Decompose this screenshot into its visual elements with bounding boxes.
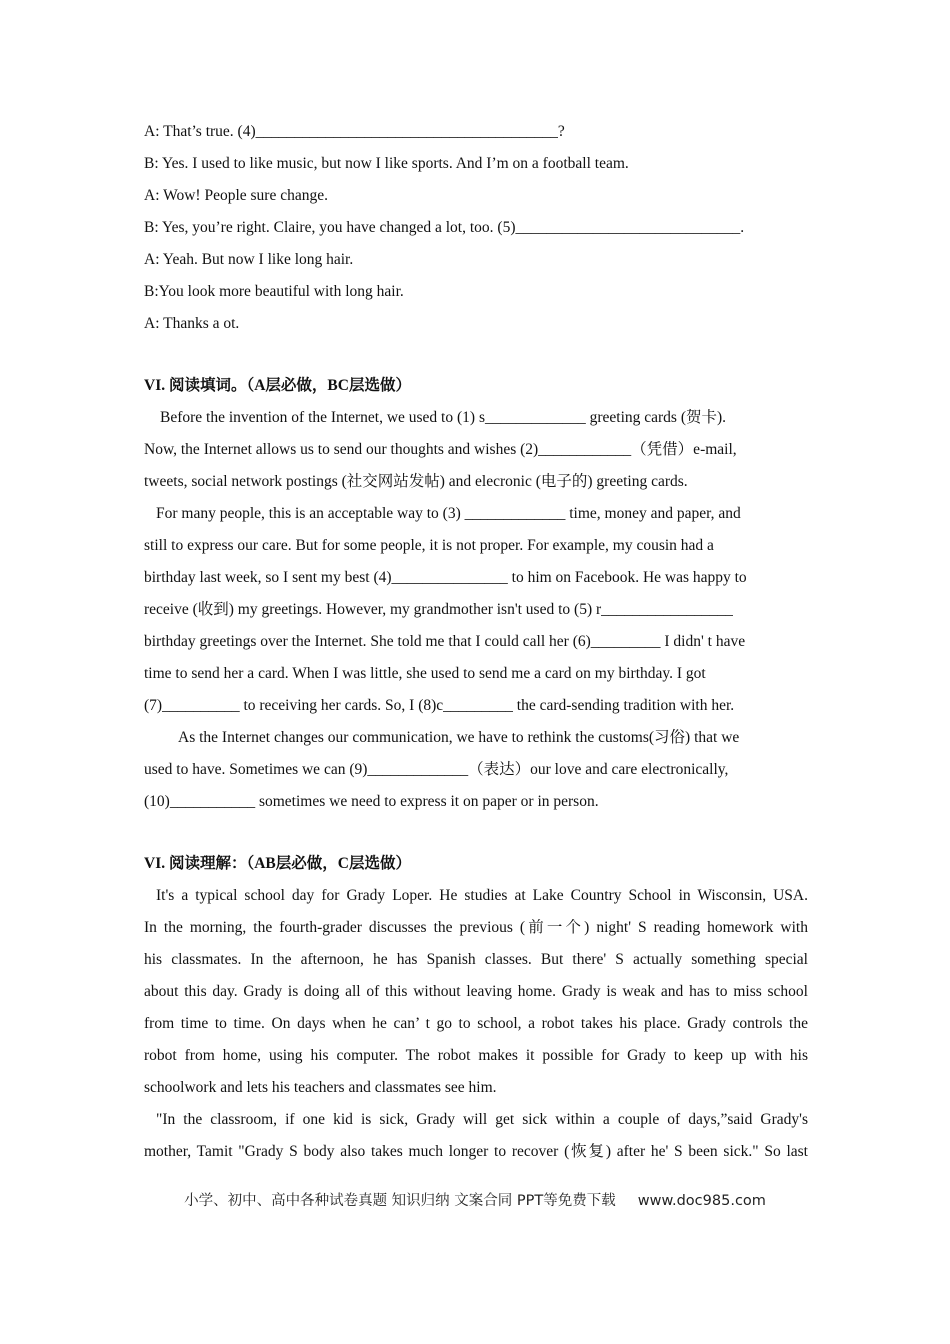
page-content [144, 116, 808, 1168]
passage-line: schoolwork and lets his teachers and classmates see him. [144, 1079, 497, 1096]
passage-line: As the Internet changes our communication, we have to rethink the customs(习俗) that we [178, 729, 740, 746]
passage-line: his classmates. In the afternoon, he has Spanish classes. But there' S actually something special [144, 951, 808, 968]
passage-line: still to express our care. But for some people, it is not proper. For example, my cousin had a [144, 537, 714, 554]
section-spacer [144, 340, 808, 370]
passage-line: birthday greetings over the Internet. She told me that I could call her (6)_________ I didn' t have [144, 633, 746, 650]
passage-line: (7)__________ to receiving her cards. So, I (8)c_________ the card-sending tradition with her. [144, 697, 735, 714]
passage-line: It's a typical school day for Grady Loper. He studies at Lake Country School in Wisconsin, USA. [156, 887, 808, 904]
reading-section [144, 848, 808, 1168]
dialogue-line: B: Yes, you’re right. Claire, you have changed a lot, too. (5)_____________________________. [144, 219, 745, 236]
passage-line: Now, the Internet allows us to send our thoughts and wishes (2)____________（凭借）e-mail, [144, 441, 737, 458]
dialogue-line: B: Yes. I used to like music, but now I like sports. And I’m on a football team. [144, 155, 629, 172]
section-heading: VI. 阅读理解：（AB层必做，C层选做） [144, 855, 411, 872]
footer-link[interactable]: www.doc985.com [637, 1193, 766, 1209]
passage-line: receive (收到) my greetings. However, my grandmother isn't used to (5) r_________________ [144, 601, 733, 618]
dialogue-line: A: Yeah. But now I like long hair. [144, 251, 354, 268]
passage-line: used to have. Sometimes we can (9)_____________（表达）our love and care electronically, [144, 761, 729, 778]
passage-line: robot from home, using his computer. The robot makes it possible for Grady to keep up with his [144, 1047, 808, 1064]
dialogue-line: A: Thanks a ot. [144, 315, 240, 332]
page-footer [0, 1189, 950, 1210]
passage-line: (10)___________ sometimes we need to express it on paper or in person. [144, 793, 599, 810]
dialogue-block [144, 116, 808, 340]
dialogue-line: B:You look more beautiful with long hair. [144, 283, 404, 300]
passage-line: time to send her a card. When I was little, she used to send me a card on my birthday. I got [144, 665, 706, 682]
passage-line: Before the invention of the Internet, we used to (1) s_____________ greeting cards (贺卡). [160, 409, 727, 426]
section-heading: VI. 阅读填词。（A层必做，BC层选做） [144, 377, 411, 394]
passage-line: birthday last week, so I sent my best (4)_______________ to him on Facebook. He was happy to [144, 569, 747, 586]
passage-line: In the morning, the fourth-grader discusses the previous (前一个) night' S reading homework with [144, 919, 808, 936]
fill-in-section [144, 370, 808, 818]
dialogue-line: A: That’s true. (4)_______________________________________? [144, 123, 565, 140]
dialogue-line: A: Wow! People sure change. [144, 187, 328, 204]
passage-line: For many people, this is an acceptable way to (3) _____________ time, money and paper, and [156, 505, 741, 522]
footer-text: 小学、初中、高中各种试卷真题 知识归纳 文案合同 PPT等免费下载 [184, 1193, 616, 1209]
passage-line: tweets, social network postings (社交网站发帖) and elecronic (电子的) greeting cards. [144, 473, 688, 490]
section-spacer [144, 818, 808, 848]
passage-line: "In the classroom, if one kid is sick, Grady will get sick within a couple of days,”said Grady's [156, 1111, 808, 1128]
passage-line: mother, Tamit "Grady S body also takes much longer to recover (恢复) after he' S been sick." So last [144, 1143, 808, 1160]
passage-line: from time to time. On days when he can’ t go to school, a robot takes his place. Grady controls the [144, 1015, 808, 1032]
passage-line: about this day. Grady is doing all of this without leaving home. Grady is weak and has to miss school [144, 983, 808, 1000]
